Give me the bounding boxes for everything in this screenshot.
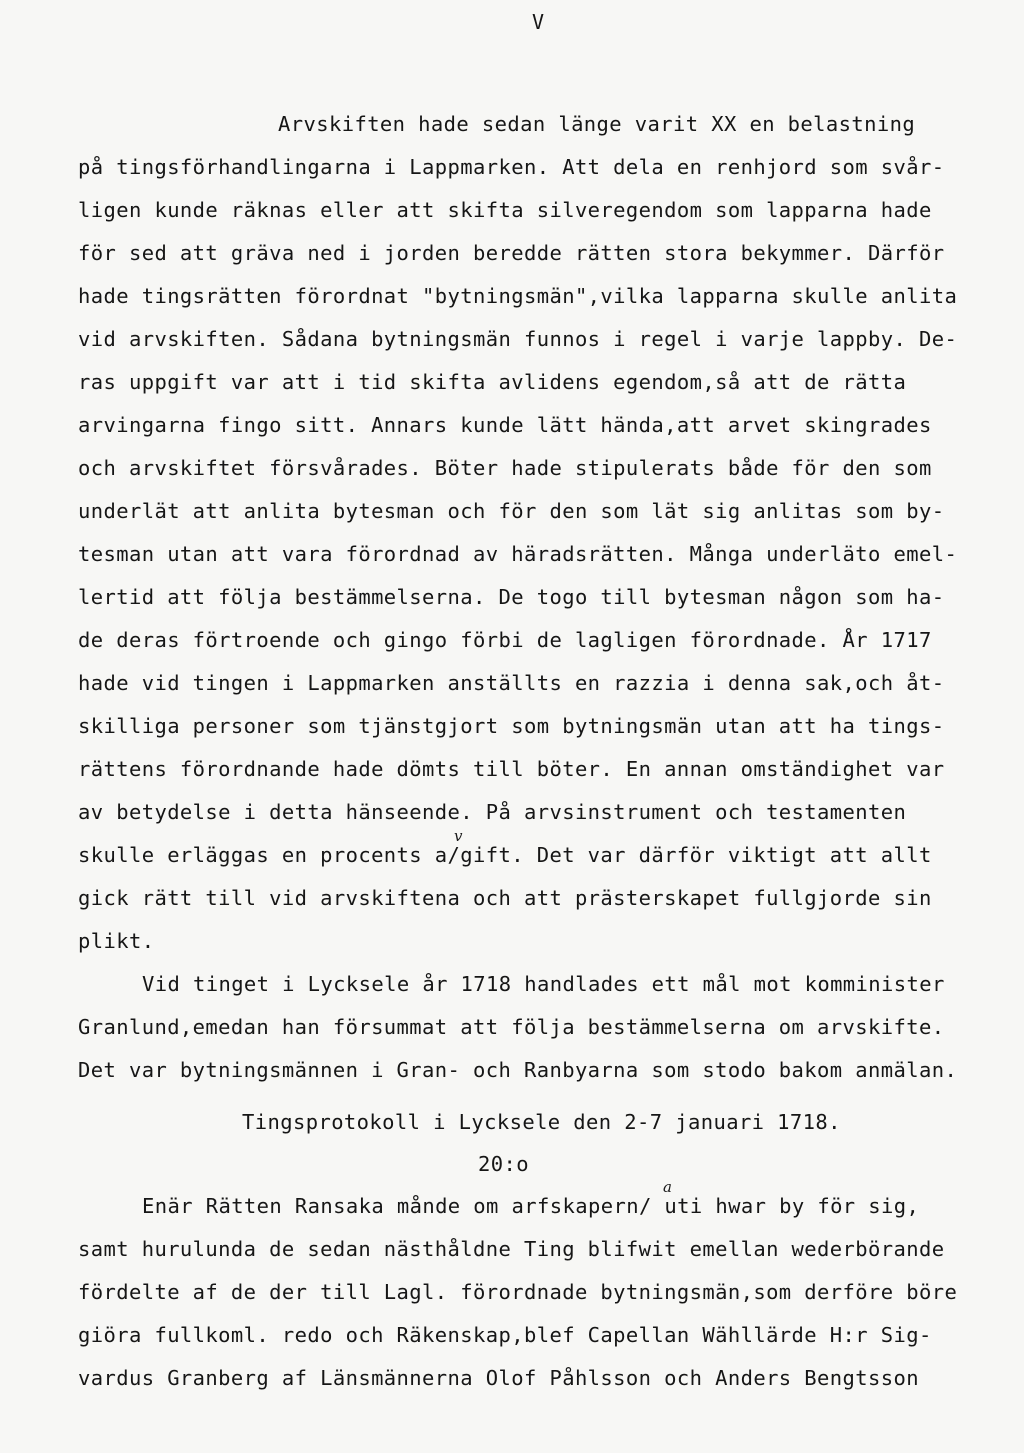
paragraph-1-line: ras uppgift var att i tid skifta avlidens egendom,så att de rätta: [78, 370, 907, 394]
paragraph-1-line: på tingsförhandlingarna i Lappmarken. Att dela en renhjord som svår-: [78, 155, 945, 179]
paragraph-1-line: plikt.: [78, 929, 155, 953]
paragraph-2-line: Det var bytningsmännen i Gran- och Ranbyarna som stodo bakom anmälan.: [78, 1058, 958, 1082]
page-number: V: [532, 10, 545, 34]
paragraph-1-line: underlät att anlita bytesman och för den som lät sig anlitas som by-: [78, 499, 945, 523]
paragraph-3-line: Enär Rätten Ransaka månde om arfskapern/ uti hwar by för sig,: [142, 1194, 920, 1218]
paragraph-1-line: rättens förordnande hade dömts till böter. En annan omständighet var: [78, 757, 945, 781]
paragraph-1-line: för sed att gräva ned i jorden beredde rätten stora bekymmer. Därför: [78, 241, 945, 265]
paragraph-1-line: och arvskiftet försvårades. Böter hade stipulerats både för den som: [78, 456, 932, 480]
paragraph-1-line: skilliga personer som tjänstgjort som bytningsmän utan att ha tings-: [78, 714, 945, 738]
paragraph-2-line: Granlund,emedan han försummat att följa bestämmelserna om arvskifte.: [78, 1015, 945, 1039]
paragraph-1-line: tesman utan att vara förordnad av häradsrätten. Många underläto emel-: [78, 542, 958, 566]
paragraph-1-line: hade vid tingen i Lappmarken anställts en razzia i denna sak,och åt-: [78, 671, 945, 695]
handwritten-insertion-a: a: [663, 1178, 672, 1196]
paragraph-1-line: arvingarna fingo sitt. Annars kunde lätt hända,att arvet skingrades: [78, 413, 932, 437]
paragraph-1-line: ligen kunde räknas eller att skifta silveregendom som lapparna hade: [78, 198, 932, 222]
paragraph-1-line: hade tingsrätten förordnat "bytningsmän",vilka lapparna skulle anlita: [78, 284, 958, 308]
paragraph-1-line: de deras förtroende och gingo förbi de lagligen förordnade. År 1717: [78, 628, 932, 652]
paragraph-3-line: vardus Granberg af Länsmännerna Olof Påhlsson och Anders Bengtsson: [78, 1366, 919, 1390]
paragraph-1-line: vid arvskiften. Sådana bytningsmän funnos i regel i varje lappby. De-: [78, 327, 958, 351]
source-heading: Tingsprotokoll i Lycksele den 2-7 januari 1718.: [242, 1110, 841, 1134]
paragraph-2-line: Vid tinget i Lycksele år 1718 handlades ett mål mot komminister: [142, 972, 945, 996]
handwritten-insertion-v: v: [454, 827, 463, 845]
paragraph-3-line: giöra fullkoml. redo och Räkenskap,blef Capellan Wähllärde H:r Sig-: [78, 1323, 932, 1347]
paragraph-1-line: lertid att följa bestämmelserna. De togo till bytesman någon som ha-: [78, 585, 945, 609]
section-number: 20:o: [478, 1152, 529, 1176]
paragraph-3-line: samt hurulunda de sedan nästhåldne Ting blifwit emellan wederbörande: [78, 1237, 945, 1261]
paragraph-3-line: fördelte af de der till Lagl. förordnade bytningsmän,som derföre böre: [78, 1280, 958, 1304]
paragraph-1-line: skulle erläggas en procents a/gift. Det var därför viktigt att allt: [78, 843, 932, 867]
paragraph-1-line: av betydelse i detta hänseende. På arvsinstrument och testamenten: [78, 800, 907, 824]
paragraph-1-line: gick rätt till vid arvskiftena och att prästerskapet fullgjorde sin: [78, 886, 932, 910]
paragraph-1-line: Arvskiften hade sedan länge varit XX en belastning: [278, 112, 916, 136]
